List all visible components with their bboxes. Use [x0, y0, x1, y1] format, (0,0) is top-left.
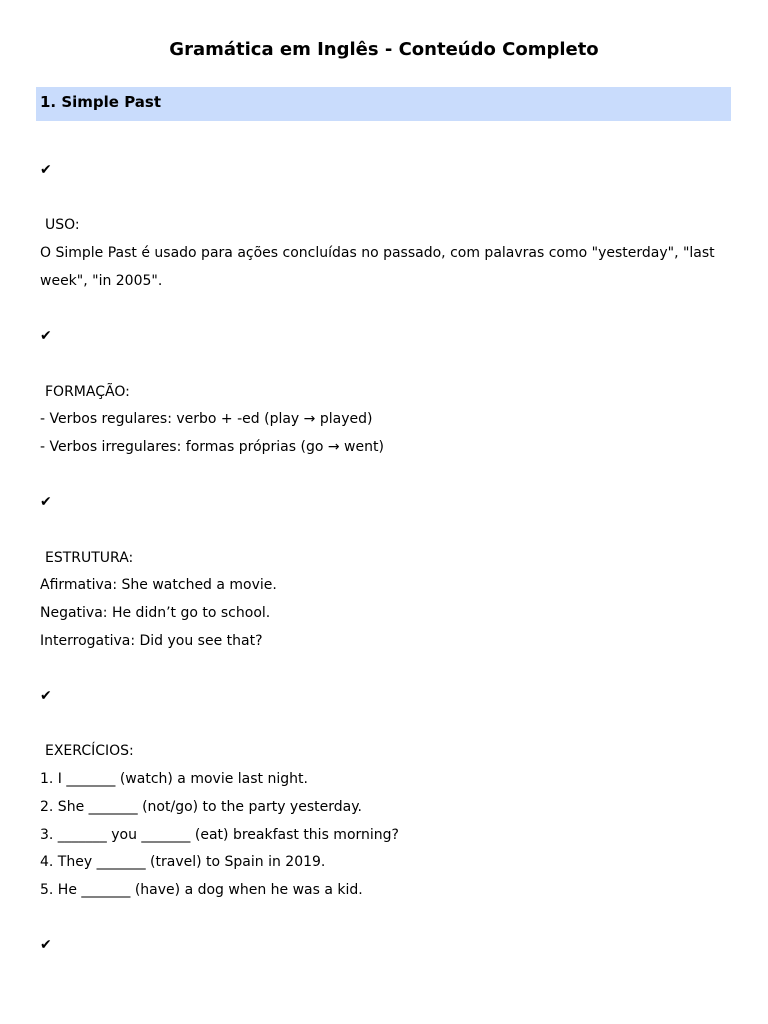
estrutura-line: Interrogativa: Did you see that?	[40, 632, 263, 649]
formacao-line: - Verbos regulares: verbo + -ed (play → played)	[40, 411, 373, 428]
formacao-label: FORMAÇÃO:	[45, 383, 130, 400]
formacao-line: - Verbos irregulares: formas próprias (go → went)	[40, 438, 384, 455]
exercicios-label: EXERCÍCIOS:	[45, 743, 134, 760]
check-icon: ✔	[40, 937, 52, 954]
document-title: Gramática em Inglês - Conteúdo Completo	[169, 39, 599, 60]
section-body	[40, 157, 732, 960]
spacer	[40, 462, 732, 490]
exercicio-line: 5. He _______ (have) a dog when he was a kid.	[40, 881, 363, 898]
exercicio-line: 1. I _______ (watch) a movie last night.	[40, 771, 308, 788]
exercicio-line: 4. They _______ (travel) to Spain in 2019.	[40, 854, 326, 871]
spacer	[40, 295, 732, 323]
section-heading: 1. Simple Past	[36, 87, 731, 121]
uso-label: USO:	[45, 217, 80, 234]
check-icon: ✔	[40, 328, 52, 345]
spacer	[40, 711, 732, 739]
spacer	[40, 655, 732, 683]
check-icon: ✔	[40, 494, 52, 511]
estrutura-line: Afirmativa: She watched a movie.	[40, 577, 277, 594]
exercicio-line: 2. She _______ (not/go) to the party yesterday.	[40, 798, 362, 815]
exercicio-line: 3. _______ you _______ (eat) breakfast this morning?	[40, 826, 399, 843]
uso-text: O Simple Past é usado para ações concluídas no passado, com palavras como "yesterday", "last week", "in 2005".	[40, 245, 715, 289]
estrutura-label: ESTRUTURA:	[45, 549, 134, 566]
spacer	[40, 351, 732, 379]
check-icon: ✔	[40, 688, 52, 705]
spacer	[40, 517, 732, 545]
estrutura-line: Negativa: He didn’t go to school.	[40, 605, 271, 622]
check-icon: ✔	[40, 162, 52, 178]
spacer	[40, 905, 732, 933]
spacer	[40, 185, 732, 213]
